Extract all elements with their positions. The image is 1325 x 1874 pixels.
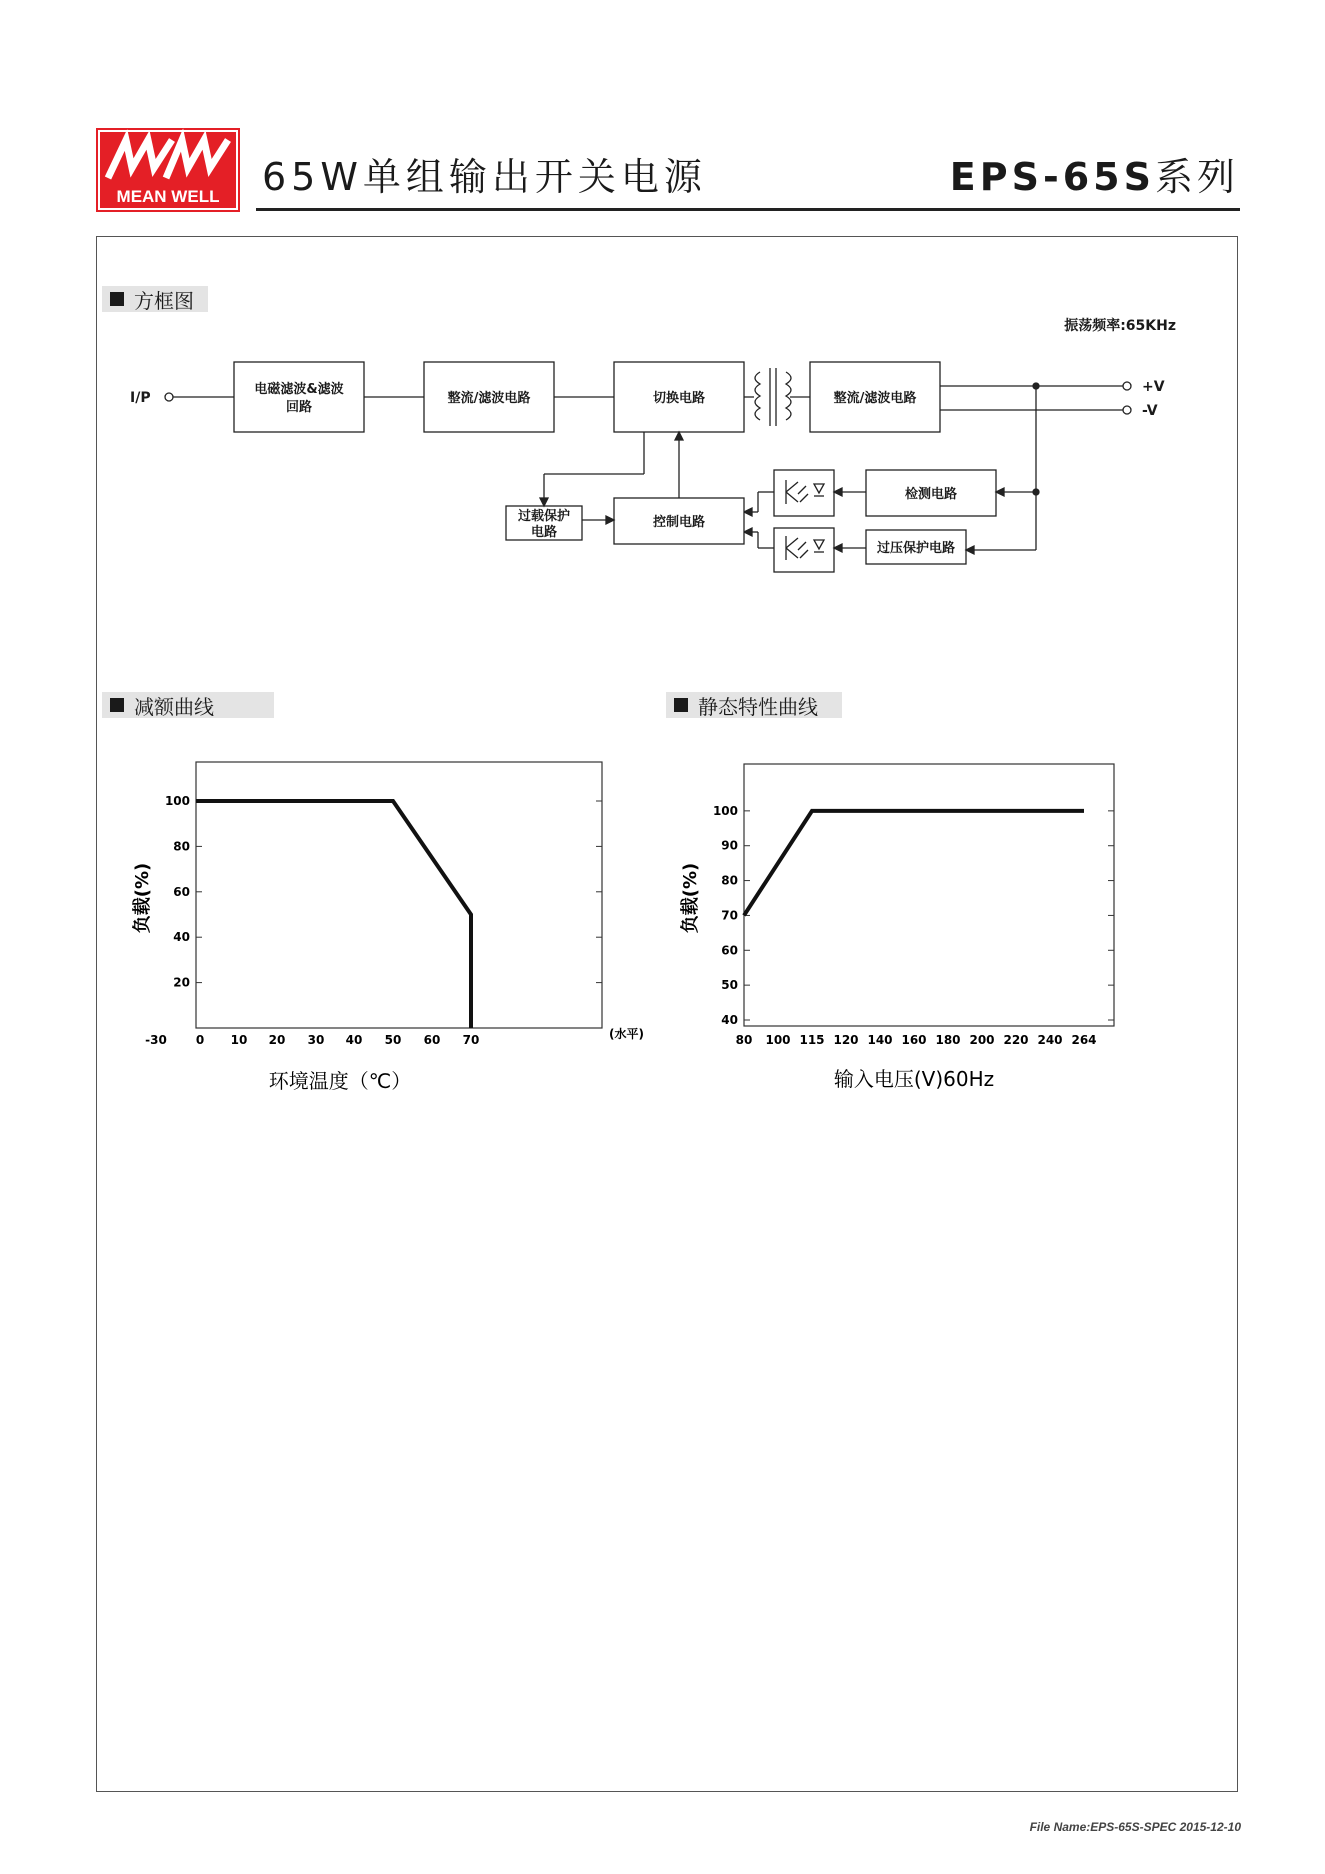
static-chart [660, 740, 1220, 1100]
page-title: 65W单组输出开关电源 [262, 155, 707, 199]
output-neg-label: -V [1142, 403, 1158, 419]
derating-x-tick-label: 50 [384, 1033, 402, 1047]
block-rectifier-1: 整流/滤波电路 [447, 391, 531, 406]
derating-y-tick-label: 80 [173, 839, 190, 854]
block-diagram [0, 0, 1325, 620]
block-detection: 检测电路 [904, 487, 958, 502]
static-x-tick-label: 120 [833, 1033, 859, 1047]
osc-freq-label: 振荡频率:65KHz [1064, 318, 1176, 334]
static-x-tick-label: 115 [799, 1033, 825, 1047]
block-rectifier-2: 整流/滤波电路 [833, 391, 917, 406]
static-x-tick-label: 220 [1003, 1033, 1029, 1047]
static-plot-frame [744, 764, 1114, 1026]
block-control: 控制电路 [652, 515, 706, 530]
bullet-square-icon [674, 698, 688, 712]
static-x-tick-label: 80 [735, 1033, 753, 1047]
section-title: 减额曲线 [134, 694, 214, 719]
static-xlabel: 输入电压(V)60Hz [833, 1067, 995, 1091]
section-title: 静态特性曲线 [698, 694, 818, 719]
static-series-line [744, 811, 1084, 916]
derating-x-tick-label: 30 [307, 1033, 325, 1047]
series-code: EPS-65S [949, 155, 1155, 199]
derating-y-tick-label: 60 [173, 884, 190, 899]
derating-x-tick-label: 0 [195, 1033, 205, 1047]
derating-x-tick-label: 70 [462, 1033, 480, 1047]
static-y-tick-label: 70 [721, 908, 738, 923]
series-suffix: 系列 [1154, 155, 1239, 199]
derating-chart [96, 740, 656, 1100]
block-switching: 切换电路 [652, 391, 706, 406]
block-ovp: 过压保护电路 [876, 541, 956, 556]
static-y-tick-label: 90 [721, 838, 738, 853]
block-olp-line2: 电路 [530, 525, 558, 540]
input-label: I/P [130, 390, 151, 406]
static-y-tick-label: 50 [721, 978, 738, 993]
derating-x-unit: (水平) [609, 1027, 644, 1041]
derating-series-line [196, 801, 471, 1028]
static-y-tick-label: 100 [712, 803, 738, 818]
block-emi-filter-line1: 电磁滤波&滤波 [254, 382, 344, 397]
block-emi-filter-line2: 回路 [285, 400, 313, 415]
static-ylabel: 负载(%) [680, 862, 701, 934]
file-info: File Name:EPS-65S-SPEC 2015-12-10 [1029, 1820, 1241, 1834]
derating-x-tick-label: 40 [345, 1033, 363, 1047]
section-derating [102, 692, 274, 718]
svg-text:MEAN WELL: MEAN WELL [116, 187, 220, 206]
derating-y-tick-label: 40 [173, 930, 190, 945]
static-y-tick-label: 60 [721, 943, 738, 958]
static-x-tick-label: 180 [935, 1033, 961, 1047]
static-x-tick-label: 140 [867, 1033, 893, 1047]
section-title: 方框图 [134, 288, 194, 313]
static-y-tick-label: 80 [721, 873, 738, 888]
static-x-tick-label: 100 [765, 1033, 791, 1047]
derating-xlabel: 环境温度（℃） [268, 1069, 412, 1093]
section-static [666, 692, 842, 718]
output-pos-label: +V [1142, 379, 1165, 395]
derating-x-tick-label: 20 [268, 1033, 286, 1047]
derating-x-tick-label: -30 [145, 1033, 167, 1047]
derating-x-tick-label: 60 [423, 1033, 441, 1047]
bullet-square-icon [110, 698, 124, 712]
derating-y-tick-label: 20 [173, 975, 190, 990]
static-x-tick-label: 240 [1037, 1033, 1063, 1047]
derating-x-tick-label: 10 [230, 1033, 248, 1047]
static-x-tick-label: 200 [969, 1033, 995, 1047]
static-y-tick-label: 40 [721, 1013, 738, 1027]
static-x-tick-label: 160 [901, 1033, 927, 1047]
block-olp-line1: 过载保护 [517, 509, 571, 524]
derating-ylabel: 负载(%) [132, 862, 153, 934]
static-x-tick-label: 264 [1071, 1033, 1097, 1047]
derating-y-tick-label: 100 [164, 794, 190, 808]
